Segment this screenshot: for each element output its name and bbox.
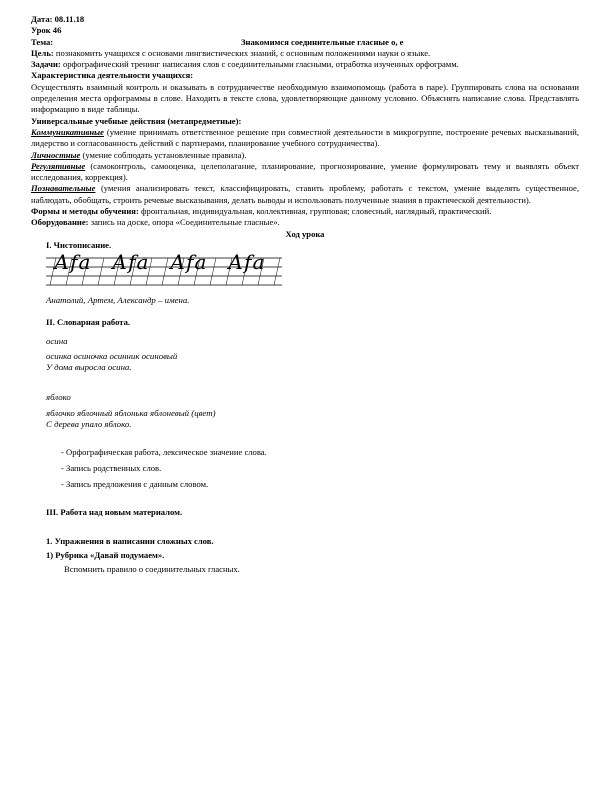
section3-sub2: 1) Рубрика «Давай подумаем».	[46, 550, 165, 561]
equipment-text: запись на доске, опора «Соединительные гласные».	[88, 217, 280, 228]
topic-row	[31, 37, 579, 48]
section3-heading: III. Работа над новым материалом.	[46, 506, 183, 517]
forms-text: фронтальная, индивидуальная, коллективная, групповая; словесный, наглядный, практический.	[138, 206, 492, 217]
bullet-2: - Запись родственных слов.	[61, 462, 162, 473]
activity-heading: Характеристика деятельности учащихся:	[31, 70, 194, 81]
course-heading: Ход урока	[285, 228, 325, 239]
tasks-label: Задачи:	[31, 59, 61, 70]
uud-heading: Универсальные учебные действия (метапредметные):	[31, 115, 242, 126]
copy-word-4: Аfа	[228, 250, 266, 275]
equipment-label: Оборудование:	[31, 217, 89, 228]
cognitive-label: Познавательные	[31, 183, 96, 194]
regulative-label: Регулятивные	[31, 160, 86, 171]
word2-sentence: С дерева упало яблоко.	[46, 419, 132, 430]
word2: яблоко	[46, 391, 71, 402]
equipment-paragraph	[31, 217, 579, 228]
section3-text: Вспомнить правило о соединительных гласных.	[64, 564, 240, 575]
forms-label: Формы и методы обучения:	[31, 206, 139, 217]
topic-label: Тема:	[31, 36, 54, 47]
goal-label: Цель:	[31, 47, 54, 58]
bullet-3: - Запись предложения с данным словом.	[61, 479, 209, 490]
word2-forms: яблочко яблочный яблонька яблоневый (цвет)	[46, 408, 216, 419]
copy-word-2: Аfа	[112, 250, 150, 275]
personal-label: Личностные	[31, 149, 81, 160]
tasks-text: орфографический тренинг написания слов с соединительными гласными, отработка изученных орфограмм.	[62, 59, 459, 70]
word1-sentence: У дома выросла осина.	[46, 362, 132, 373]
section3-sub1: 1. Упражнения в написании сложных слов.	[46, 535, 214, 546]
lesson-number: Урок 46	[31, 25, 62, 36]
communicative-text: (умение принимать ответственное решение при совместной деятельности в микрогруппе, построение речевых высказываний, лидерство и согласованность действий с партнерами, планирование учебного сотрудничества).	[31, 126, 579, 149]
copy-word-3: Аfа	[170, 250, 208, 275]
copy-word-1: Аfа	[54, 250, 92, 275]
section2-heading: II. Словарная работа.	[46, 316, 131, 327]
personal-text: (умение соблюдать установленные правила).	[80, 149, 247, 160]
word1-forms: осинка осиночка осинник осиновый	[46, 351, 178, 362]
regulative-text: (самоконтроль, самооценка, целеполагание, планирование, прогнозирование, умение формулировать тему и выявлять объект исследования, коррекция).	[31, 160, 579, 183]
uud-personal	[31, 150, 579, 161]
uud-cognitive	[31, 183, 579, 206]
goal-paragraph	[31, 48, 579, 59]
copybook-lines	[46, 250, 282, 289]
topic-value: Знакомимся соединительные гласные о, е	[241, 36, 404, 47]
forms-paragraph	[31, 206, 579, 217]
cognitive-text: (умения анализировать текст, классифицировать, ставить проблему, работать с текстом, умение выделять существенное, наблюдать, обобщать, строить речевые высказывания, делать выводы и использовать полученные знания в практической деятельности).	[31, 183, 579, 205]
names-line: Анатолий, Артем, Александр – имена.	[46, 295, 190, 306]
bullet-1: - Орфографическая работа, лексическое значение слова.	[61, 446, 267, 457]
tasks-paragraph	[31, 59, 579, 70]
word1: осина	[46, 335, 68, 346]
communicative-label: Коммуникативные	[31, 126, 104, 137]
lesson-date: Дата: 08.11.18	[31, 14, 85, 24]
uud-regulative	[31, 161, 579, 184]
uud-communicative	[31, 127, 579, 150]
document-page	[31, 14, 579, 576]
goal-text: познакомить учащихся с основами лингвистических знаний, с основным положениями науки о языке.	[55, 47, 431, 58]
activity-text: Осуществлять взаимный контроль и оказывать в сотрудничестве необходимую взаимопомощь (работа в паре). Группировать слова на основании определения места орфограммы в слове. Находить в тексте слова, удовлетворяющие данному условию. Объяснять написание слова. Представлять информацию в виде таблицы.	[31, 81, 579, 115]
section1-heading: I. Чистописание.	[46, 239, 112, 250]
